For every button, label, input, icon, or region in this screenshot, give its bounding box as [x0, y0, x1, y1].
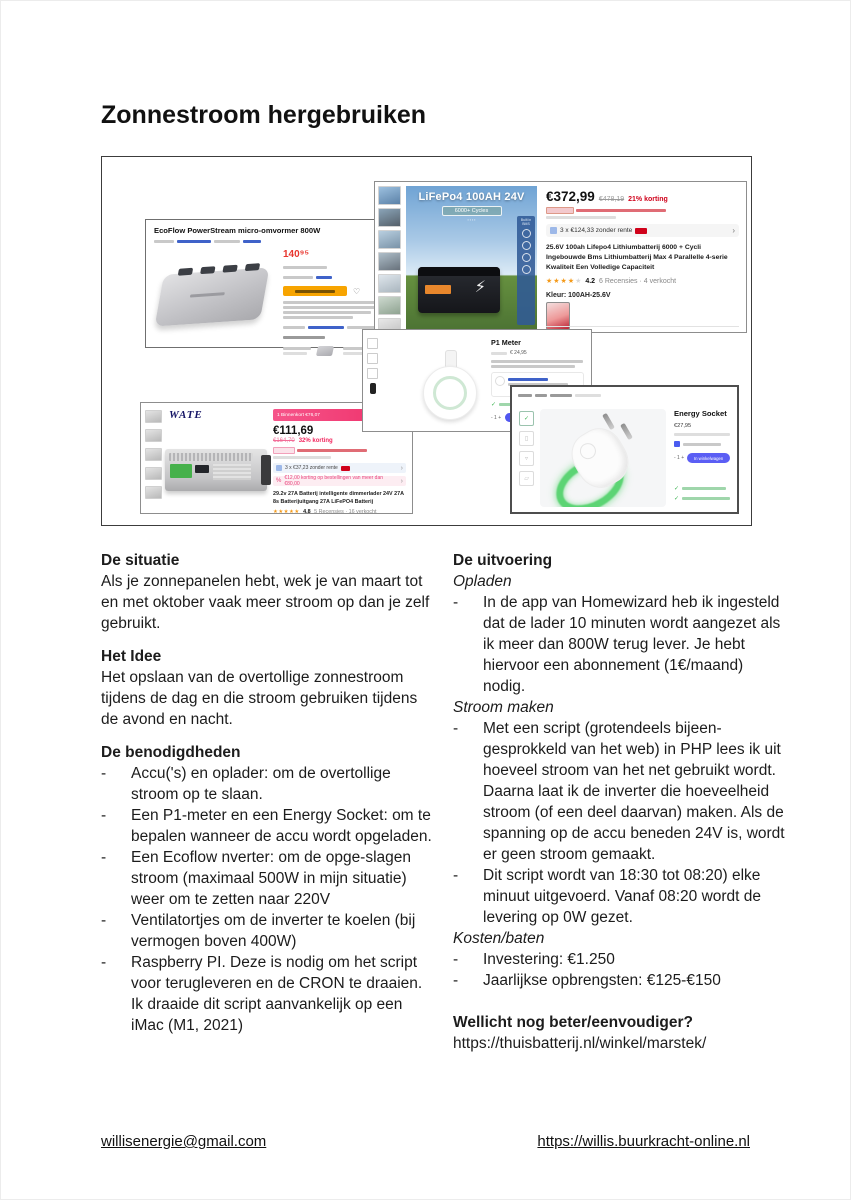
placeholder-text-line	[491, 360, 583, 363]
charger-coupon-row	[273, 476, 406, 486]
connector-tab	[200, 266, 215, 274]
breadcrumb	[518, 392, 731, 399]
socket-quantity: - 1 +	[674, 455, 685, 461]
placeholder-text-line	[283, 276, 313, 279]
charger-device-image	[165, 449, 267, 491]
charger-end-cap	[261, 455, 271, 485]
p1-green-ring	[433, 376, 467, 410]
bullet-dash: -	[101, 912, 107, 929]
ecoflow-brand-line	[154, 238, 379, 245]
check-icon: ✓	[674, 496, 680, 502]
p1-product-title: P1 Meter	[491, 338, 521, 347]
list-item-text: Ventilatortjes om de inverter te koelen (bij vermogen boven 400W)	[131, 912, 416, 950]
add-to-cart-button-image	[283, 286, 347, 296]
battery-rating-row	[546, 277, 739, 285]
connector-tab	[178, 268, 193, 276]
p1-thumbnail	[367, 338, 378, 349]
p1-round-body	[423, 366, 477, 420]
placeholder-text-line	[491, 365, 575, 368]
subheading-opladen: Opladen	[453, 573, 512, 590]
charger-price: €111,69	[273, 425, 314, 437]
cooling-fins	[169, 453, 253, 461]
list-item-text: Dit script wordt van 18:30 tot 08:20) elke minuut uitgevoerd. Vanaf 08:20 wordt de levering op 0W gezet.	[483, 867, 762, 926]
placeholder-text-line	[576, 209, 666, 212]
placeholder-text-line	[283, 306, 379, 309]
list-item	[453, 865, 785, 928]
placeholder-text-line	[546, 216, 616, 219]
charger-thumbnail	[145, 410, 162, 423]
subheading-stroom-maken: Stroom maken	[453, 699, 554, 716]
battery-old-price: €478,19	[598, 196, 625, 203]
list-item-text: Een Ecoflow nverter: om de opge-slagen stroom (maximaal 500W in mijn situatie) weer om te zetten naar 220V	[131, 849, 412, 908]
battery-thumbnail-column	[378, 186, 401, 337]
bullet-dash: -	[453, 720, 459, 737]
subheading-kosten-baten: Kosten/baten	[453, 930, 545, 947]
bullet-dash: -	[101, 765, 107, 782]
charger-coupon-text: €12,00 korting op bestellingen van meer dan €80,00	[284, 475, 384, 487]
list-item-text: Een P1-meter en een Energy Socket: om te bepalen wanneer de accu wordt opgeladen.	[131, 807, 432, 845]
charger-thumbnail	[145, 448, 162, 461]
placeholder-text-line	[154, 240, 174, 243]
shipping-icon	[495, 376, 505, 386]
battery-device-image	[418, 267, 500, 313]
charger-installment-text: 3 x €37,23 zonder rente	[285, 465, 338, 471]
thuisbatterij-link[interactable]: https://thuisbatterij.nl/winkel/marstek/	[453, 1035, 707, 1052]
p1-thumbnail	[367, 368, 378, 379]
p1-price-row	[491, 350, 584, 356]
battery-strip-label: Built in BMS	[520, 218, 532, 226]
spacer	[453, 991, 785, 1012]
placeholder-text-line	[518, 394, 532, 397]
placeholder-link-line	[316, 276, 332, 279]
list-item	[101, 763, 433, 805]
socket-usp-row	[674, 485, 730, 492]
placeholder-text-line	[535, 394, 547, 397]
socket-thumbnail: ▱	[519, 471, 534, 486]
pack-thumbnail	[316, 346, 334, 356]
bullet-dash: -	[453, 867, 459, 884]
feature-icon	[522, 265, 531, 274]
placeholder-text-line	[491, 352, 507, 355]
placeholder-text-line	[214, 240, 240, 243]
battery-display	[425, 285, 451, 294]
feature-icon	[522, 241, 531, 250]
list-item-text: Investering: €1.250	[483, 951, 615, 968]
battery-subtext: ▪ ▪ ▪ ▪	[467, 218, 476, 222]
placeholder-text-line	[283, 301, 375, 304]
right-text-column	[453, 550, 785, 1054]
placeholder-text-line	[674, 433, 730, 436]
socket-usp-list	[674, 482, 730, 502]
list-item-text: Met een script (grotendeels bijeen-gesprokkeld van het web) in PHP lees ik uit hoeveel stroom van het net gebruikt wordt. Daarna laat ik de inverter die hoeveelheid stroom (of een deel daarvan) maken. Als de spanning op de accu beneden 24V is, wordt er geen stroom gemaakt.	[483, 720, 785, 863]
p1-price: € 24,95	[510, 350, 527, 356]
battery-discount: 21% korting	[628, 196, 668, 203]
list-item	[101, 847, 433, 910]
promo-badge	[273, 447, 295, 454]
p1-quantity: - 1 +	[491, 414, 502, 421]
ecoflow-logo-mark	[190, 292, 225, 297]
bullet-dash: -	[453, 594, 459, 611]
placeholder-text-line	[297, 449, 367, 452]
charger-green-label	[170, 464, 192, 478]
lightning-bolt-icon: ⚡	[474, 279, 486, 296]
placeholder-text-line	[575, 394, 601, 397]
socket-thumbnail: ▯	[519, 431, 534, 446]
placeholder-text-line	[683, 443, 721, 446]
charger-discount: 32% korting	[298, 438, 333, 444]
ecoflow-product-title: EcoFlow PowerStream micro-omvormer 800W	[154, 226, 321, 235]
page-title: Zonnestroom hergebruiken	[101, 101, 427, 129]
installment-icon	[276, 465, 282, 471]
connector-tab	[245, 263, 260, 271]
battery-feature-strip	[517, 216, 535, 325]
bullet-dash: -	[453, 951, 459, 968]
percent-icon: %	[276, 478, 282, 484]
socket-pin	[620, 423, 633, 440]
placeholder-text-line	[682, 487, 726, 490]
placeholder-link-line	[177, 240, 211, 243]
battery-installment-row	[546, 224, 739, 237]
charger-thumbnail	[145, 486, 162, 499]
new-badge	[635, 228, 647, 234]
charger-screen	[195, 465, 209, 473]
placeholder-button-label	[295, 290, 335, 293]
charger-thumbnail	[145, 467, 162, 480]
battery-thumbnail	[378, 208, 401, 227]
list-item-text: Accu('s) en oplader: om de overtollige stroom op te slaan.	[131, 765, 391, 803]
check-icon: ✓	[674, 486, 680, 492]
list-item	[101, 805, 433, 847]
banner-text: 1 Binnenkort €76,07	[277, 412, 320, 418]
chevron-right-icon: ›	[400, 464, 403, 472]
battery-color-label: Kleur: 100AH-25.6V	[546, 291, 611, 299]
placeholder-link-line	[243, 240, 261, 243]
wate-logo: WATE	[169, 409, 203, 421]
left-text-column	[101, 550, 433, 1048]
check-icon: ✓	[491, 402, 497, 408]
list-item	[453, 718, 785, 865]
charger-rating-value: 4.8	[303, 509, 311, 516]
charger-promo-line	[273, 447, 406, 454]
chevron-right-icon: ›	[400, 477, 403, 485]
list-item-text: Jaarlijkse opbrengsten: €125-€150	[483, 972, 721, 989]
p1-thumbnail	[367, 353, 378, 364]
placeholder-heading-line	[283, 336, 325, 339]
list-item-text: Raspberry PI. Deze is nodig om het script voor terugleveren en de CRON te draaien. Ik draaide dit script aanvankelijk op een iMac (M1, 2021)	[131, 954, 423, 1034]
socket-shipping-row	[674, 441, 730, 447]
placeholder-text-line	[682, 497, 730, 500]
charger-thumbnail	[145, 429, 162, 442]
p1-thumbnail-dark	[370, 383, 376, 394]
placeholder-text-line	[283, 352, 307, 355]
socket-product-title: Energy Socket	[674, 409, 727, 418]
battery-top-cap	[418, 267, 500, 276]
promo-badge	[546, 207, 574, 214]
heart-icon: ♡	[353, 286, 361, 296]
socket-price: €27,95	[674, 423, 692, 429]
ecoflow-price: 140⁹⁵	[283, 249, 310, 260]
website-link[interactable]: https://willis.buurkracht-online.nl	[537, 1133, 750, 1150]
bullet-dash: -	[101, 849, 107, 866]
email-link[interactable]: willisenergie@gmail.com	[101, 1133, 267, 1150]
placeholder-text-line	[273, 456, 331, 459]
placeholder-text-line	[283, 266, 327, 269]
connector-tab	[222, 265, 237, 273]
bullet-dash: -	[453, 972, 459, 989]
battery-reviews: 6 Recensies · 4 verkocht	[599, 277, 677, 285]
ecoflow-device-image	[154, 249, 279, 335]
checkbox-icon	[674, 441, 680, 447]
heading-wellicht: Wellicht nog beter/eenvoudiger?	[453, 1014, 693, 1031]
placeholder-text-line	[283, 316, 353, 319]
battery-thumbnail	[378, 252, 401, 271]
feature-icon	[522, 253, 531, 262]
list-item	[453, 970, 785, 991]
p1-device-image	[423, 364, 477, 426]
heading-het-idee: Het Idee	[101, 648, 162, 665]
placeholder-text-line	[283, 326, 305, 329]
placeholder-link-line	[508, 378, 548, 381]
battery-price: €372,99	[546, 189, 595, 204]
micro-inverter-image	[155, 267, 270, 326]
charger-body-detail	[213, 464, 251, 480]
battery-product-info	[546, 189, 739, 330]
charger-installment-row	[273, 463, 406, 473]
pack-option	[283, 345, 333, 357]
battery-rating-value: 4.2	[585, 277, 596, 285]
battery-thumbnail	[378, 186, 401, 205]
bullet-dash: -	[101, 807, 107, 824]
battery-promo-line	[546, 207, 739, 214]
paragraph-situatie: Als je zonnepanelen hebt, wek je van maart tot en met oktober vaak meer stroom op dan je zelf gebruikt.	[101, 573, 430, 632]
socket-thumbnail: ▿	[519, 451, 534, 466]
socket-usp-row	[674, 495, 730, 502]
ecoflow-product-screenshot	[145, 219, 388, 348]
battery-product-screenshot	[374, 181, 747, 333]
new-badge	[341, 466, 350, 471]
heading-uitvoering: De uitvoering	[453, 552, 553, 569]
battery-thumbnail	[378, 230, 401, 249]
battery-cycles-badge: 6000+ Cycles	[442, 206, 502, 216]
chevron-right-icon: ›	[732, 226, 735, 235]
placeholder-text-line	[283, 347, 311, 350]
charger-product-title: 29.2v 27A Batterij intelligente dimmerlader 24V 27A 8s Batterijuitgang 27A LiFePO4 Batterij	[273, 491, 404, 506]
placeholder-link-line	[308, 326, 344, 329]
divider	[546, 326, 739, 327]
charger-reviews: 5 Recensies · 16 verkocht	[314, 509, 377, 516]
product-collage-image	[101, 156, 752, 526]
battery-hero-image	[406, 186, 537, 329]
list-item	[453, 949, 785, 970]
star-muted-icon: ★	[575, 277, 582, 285]
battery-thumbnail	[378, 296, 401, 315]
heading-benodigdheden: De benodigdheden	[101, 744, 241, 761]
paragraph-idee: Het opslaan van de overtollige zonnestroom tijdens de dag en die stroom gebruiken tijdens de avond en nacht.	[101, 669, 418, 728]
socket-thumbnail-column	[519, 411, 534, 486]
socket-product-info	[674, 409, 730, 463]
list-item	[101, 952, 433, 1036]
battery-headline: LiFePo4 100AH 24V	[418, 191, 525, 203]
socket-product-image	[540, 409, 666, 507]
charger-old-price: €164,70	[273, 438, 295, 444]
list-item	[101, 910, 433, 952]
list-item	[453, 592, 785, 697]
list-item-text: In de app van Homewizard heb ik ingesteld dat de lader 10 minuten wordt aangezet als ik meer dan 800W terug lever. Je hebt hiervoor een abonnement (1€/maand) nodig.	[483, 594, 781, 695]
feature-icon	[522, 229, 531, 238]
footer-email	[101, 1133, 266, 1150]
socket-thumbnail-selected: ✓	[519, 411, 534, 426]
energy-socket-screenshot	[510, 385, 739, 514]
charger-rating-row	[273, 509, 406, 515]
star-rating-icons: ★★★★★	[273, 509, 300, 516]
star-rating-icons: ★★★★	[546, 277, 576, 285]
placeholder-text-line	[550, 394, 572, 397]
footer-website	[537, 1133, 750, 1150]
heading-de-situatie: De situatie	[101, 552, 180, 569]
socket-add-to-cart-button-image: In winkelwagen	[687, 453, 730, 463]
placeholder-text-line	[283, 311, 371, 314]
socket-face-button	[577, 440, 599, 462]
battery-thumbnail	[378, 274, 401, 293]
battery-product-title: 25.6V 100ah Lifepo4 Lithiumbatterij 6000 + Cycli Ingebouwde Bms Lithiumbatterij Max 4 Parallelle 4-serie Kwaliteit Een Volledige Capaciteit	[546, 244, 728, 271]
battery-installment-text: 3 x €124,33 zonder rente	[560, 227, 633, 234]
p1-thumbnail-column	[367, 338, 378, 394]
installment-icon	[550, 227, 557, 234]
bullet-dash: -	[101, 954, 107, 971]
charger-thumbnail-column	[145, 410, 162, 499]
